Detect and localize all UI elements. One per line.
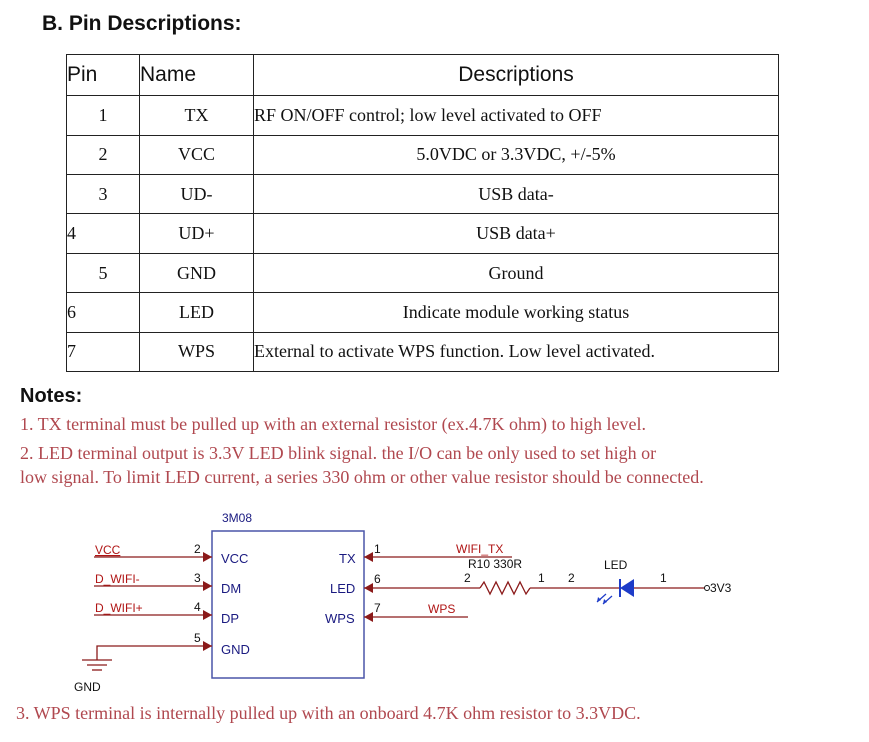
pin-number-label: 1: [374, 542, 381, 556]
pin-arrow-icon: [364, 552, 373, 562]
section-heading: B. Pin Descriptions:: [42, 12, 242, 35]
notes-heading: Notes:: [20, 385, 83, 407]
resistor-pin-label: 2: [464, 571, 471, 585]
note-2-line-2: low signal. To limit LED current, a series 330 ohm or other value resistor should be connected.: [20, 467, 704, 487]
note-3: 3. WPS terminal is internally pulled up with an onboard 4.7K ohm resistor to 3.3VDC.: [16, 703, 641, 723]
power-terminal-icon: [705, 586, 710, 591]
net-label-d-wifi-plus: D_WIFI+: [95, 601, 143, 615]
table-header-row: [67, 55, 779, 96]
pin-name: GND: [140, 253, 254, 292]
pin-name: VCC: [140, 135, 254, 174]
net-label-vcc: VCC: [95, 543, 121, 557]
pin-name: LED: [140, 293, 254, 332]
net-label-wps: WPS: [428, 602, 456, 616]
table-row: [67, 332, 779, 371]
pin-description: Ground: [254, 253, 779, 292]
schematic-diagram: [0, 500, 869, 700]
pin-number-label: 6: [374, 572, 381, 586]
chip-pin-label: LED: [330, 581, 356, 596]
pin-arrow-icon: [203, 581, 212, 591]
pin-description: RF ON/OFF control; low level activated to OFF: [254, 96, 779, 135]
pin-number-label: 5: [194, 631, 201, 645]
chip-pin-label: DP: [221, 611, 240, 626]
pin-name: TX: [140, 96, 254, 135]
pin-name: UD-: [140, 175, 254, 214]
column-header-name: Name: [140, 55, 254, 96]
pin-description-table: [66, 54, 779, 372]
table-row: [67, 96, 779, 135]
table-row: [67, 214, 779, 253]
pin-number: 4: [67, 214, 140, 253]
chip-pin-label: GND: [221, 642, 250, 657]
pin-number-label: 4: [194, 600, 201, 614]
pin-arrow-icon: [203, 552, 212, 562]
pin-number: 7: [67, 332, 140, 371]
pin-number-label: 2: [194, 542, 201, 556]
pin-number-label: 3: [194, 571, 201, 585]
led-pin-label: 2: [568, 571, 575, 585]
pin-description: 5.0VDC or 3.3VDC, +/-5%: [254, 135, 779, 174]
pin-arrow-icon: [203, 610, 212, 620]
gnd-symbol-label: GND: [74, 680, 101, 694]
pin-number: 5: [67, 253, 140, 292]
led-label: LED: [604, 558, 628, 572]
net-label-d-wifi-minus: D_WIFI-: [95, 572, 140, 586]
net-label-wifi-tx: WIFI_TX: [456, 542, 504, 556]
chip-pin-label: TX: [339, 551, 356, 566]
pin-description: USB data-: [254, 175, 779, 214]
input-arrows: [203, 552, 212, 651]
chip-pin-label: WPS: [325, 611, 355, 626]
resistor-label: R10 330R: [468, 557, 523, 571]
pin-number: 2: [67, 135, 140, 174]
table-row: [67, 253, 779, 292]
resistor-pin-label: 1: [538, 571, 545, 585]
led-diode-icon: [597, 579, 634, 604]
pin-arrow-icon: [203, 641, 212, 651]
chip-name: 3M08: [222, 511, 253, 525]
pin-arrow-icon: [364, 612, 373, 622]
power-net-label: 3V3: [710, 581, 732, 595]
pin-number-label: 7: [374, 601, 381, 615]
pin-description: Indicate module working status: [254, 293, 779, 332]
pin-name: WPS: [140, 332, 254, 371]
pin-number: 3: [67, 175, 140, 214]
note-2-line-1: 2. LED terminal output is 3.3V LED blink signal. the I/O can be only used to set high or: [20, 443, 657, 463]
table-row: [67, 175, 779, 214]
led-pin-label: 1: [660, 571, 667, 585]
column-header-descriptions: Descriptions: [254, 55, 779, 96]
pin-name: UD+: [140, 214, 254, 253]
table-row: [67, 293, 779, 332]
note-1: 1. TX terminal must be pulled up with an external resistor (ex.4.7K ohm) to high level.: [20, 414, 647, 434]
pin-description: USB data+: [254, 214, 779, 253]
column-header-pin: Pin: [67, 55, 140, 96]
pin-number: 1: [67, 96, 140, 135]
pin-number: 6: [67, 293, 140, 332]
pin-arrow-icon: [364, 583, 373, 593]
chip-pin-label: DM: [221, 581, 242, 596]
table-row: [67, 135, 779, 174]
chip-pin-label: VCC: [221, 551, 249, 566]
pin-description: External to activate WPS function. Low level activated.: [254, 332, 779, 371]
